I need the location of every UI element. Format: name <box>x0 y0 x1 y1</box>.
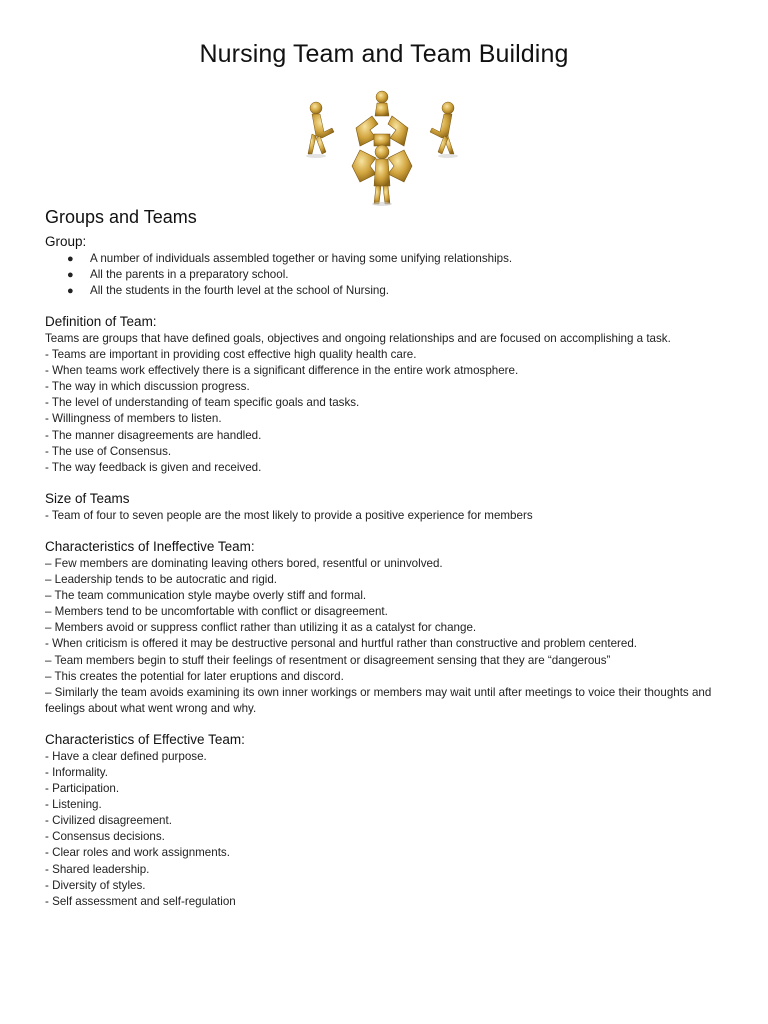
list-item: - The manner disagreements are handled. <box>45 428 262 442</box>
list-item: ● All the students in the fourth level at the school of Nursing. <box>67 284 390 297</box>
bullet-icon: ● <box>67 253 74 265</box>
list-item: - Civilized disagreement. <box>45 814 172 828</box>
section-heading-groups-and-teams: Groups and Teams <box>45 207 197 227</box>
list-item: - The way feedback is given and received. <box>45 460 262 474</box>
section-heading-group: Group: <box>45 234 87 249</box>
list-item: – This creates the potential for later eruptions and discord. <box>45 669 344 683</box>
bullet-icon: ● <box>67 269 74 281</box>
list-item: – Leadership tends to be autocratic and rigid. <box>45 573 278 587</box>
list-item: - Willingness of members to listen. <box>45 412 222 426</box>
list-item: - Have a clear defined purpose. <box>45 749 207 763</box>
list-item: - Clear roles and work assignments. <box>45 846 230 860</box>
bullet-icon: ● <box>67 285 74 297</box>
list-item: – Members avoid or suppress conflict rather than utilizing it as a catalyst for change. <box>45 621 477 635</box>
list-item: - When teams work effectively there is a significant difference in the entire work atmosphere. <box>45 364 519 378</box>
list-item: - Teams are important in providing cost effective high quality health care. <box>45 348 417 362</box>
section-heading-size-of-teams: Size of Teams <box>45 490 130 506</box>
ineffective-list <box>45 556 735 717</box>
document-body <box>45 205 735 910</box>
list-item: - The way in which discussion progress. <box>45 380 250 394</box>
definition-list <box>45 347 735 476</box>
size-list <box>45 508 735 524</box>
list-item: – Few members are dominating leaving others bored, resentful or uninvolved. <box>45 556 443 570</box>
list-item: - Consensus decisions. <box>45 830 165 844</box>
list-item: - Participation. <box>45 782 120 796</box>
list-item: - Diversity of styles. <box>45 878 146 892</box>
definition-paragraph: Teams are groups that have defined goals, objectives and ongoing relationships and are focused on accomplishing a task. <box>45 332 671 345</box>
group-bullet-list <box>45 251 735 299</box>
list-item: ● A number of individuals assembled together or having some unifying relationships. <box>67 252 513 265</box>
list-item: - Informality. <box>45 765 108 779</box>
list-item: - Listening. <box>45 798 102 812</box>
list-item: - When criticism is offered it may be destructive personal and hurtful rather than constructive and problem centered. <box>45 637 637 651</box>
list-item: - Self assessment and self-regulation <box>45 894 236 908</box>
team-puzzle-figures-icon <box>304 88 460 206</box>
section-heading-definition: Definition of Team: <box>45 314 157 329</box>
list-item: – The team communication style maybe overly stiff and formal. <box>45 589 367 603</box>
section-heading-effective-team: Characteristics of Effective Team: <box>45 731 245 747</box>
effective-list <box>45 749 735 910</box>
list-item: – Team members begin to stuff their feelings of resentment or disagreement sensing that they are “dangerous” <box>45 653 611 667</box>
list-item: ● All the parents in a preparatory school. <box>67 268 289 281</box>
page-title: Nursing Team and Team Building <box>199 40 569 68</box>
list-item: – Members tend to be uncomfortable with conflict or disagreement. <box>45 605 388 619</box>
list-item: - The level of understanding of team specific goals and tasks. <box>45 396 360 410</box>
section-heading-ineffective-team: Characteristics of Ineffective Team: <box>45 538 255 554</box>
list-item: - The use of Consensus. <box>45 444 172 458</box>
list-item: - Shared leadership. <box>45 862 150 876</box>
list-item: – Similarly the team avoids examining its own inner workings or members may wait until after meetings to voice their thoughts and feelings about what went wrong and why. <box>45 685 712 715</box>
list-item: - Team of four to seven people are the most likely to provide a positive experience for members <box>45 508 533 522</box>
